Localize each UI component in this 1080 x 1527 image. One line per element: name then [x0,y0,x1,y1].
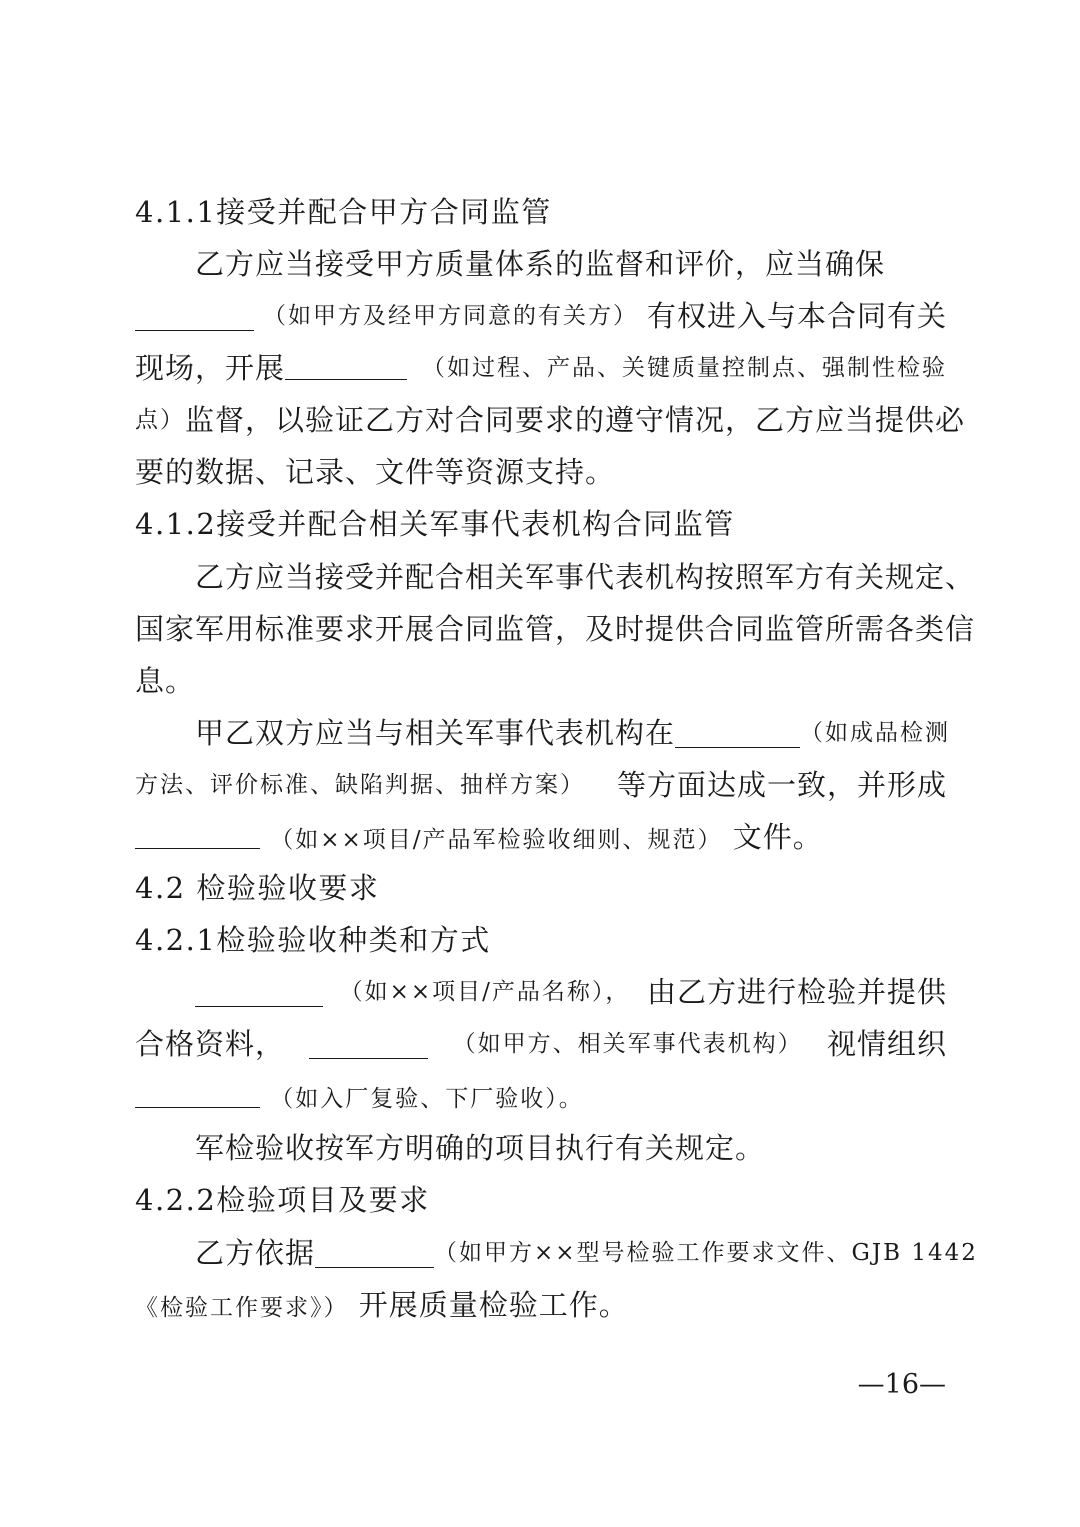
annotation-note: （如××项目/产品名称）， [339,979,631,1005]
text-run: 由乙方进行检验并提供 [646,975,947,1009]
annotation-note: （如××项目/产品军检验收细则、规范） [270,827,723,853]
section-heading-4-2-2: 4.2.2检验项目及要求 [135,1183,430,1217]
fill-in-blank [315,1239,434,1268]
section-heading-4-1-1: 4.1.1接受并配合甲方合同监管 [135,195,552,229]
text-run: 等方面达成一致，并形成 [616,768,947,802]
text-run: 军检验收按军方明确的项目执行有关规定。 [195,1131,766,1165]
fill-in-blank [309,1030,428,1059]
text-run: 要的数据、记录、文件等资源支持。 [135,455,616,489]
paragraph-line [135,452,947,492]
text-run: 视情组织 [826,1027,947,1061]
annotation-note: （如入厂复验、下厂验收）。 [270,1086,584,1112]
text-run: 有权进入与本合同有关 [646,299,947,333]
annotation-note: （如成品检测 [800,720,951,746]
paragraph-line [135,296,947,336]
annotation-note: （如甲方××型号检验工作要求文件、GJB 1442 [434,1240,978,1266]
annotation-note: （如过程、产品、关键质量控制点、强制性检验 [422,355,947,381]
text-run: 开展质量检验工作。 [358,1288,629,1322]
annotation-note: （如甲方、相关军事代表机构） [452,1031,803,1057]
paragraph-line [135,661,947,701]
page-number: —16— [857,1369,946,1400]
text-run: 乙方依据 [195,1236,316,1270]
text-prefix: 现场，开展 [135,351,286,385]
paragraph-line [195,1233,978,1273]
fill-in-blank [285,351,407,380]
text-run: 文件。 [732,820,823,854]
text-run [135,348,407,388]
paragraph-line [195,244,947,284]
paragraph-line [195,1128,947,1168]
paragraph-line [135,1024,947,1064]
fill-in-blank [195,978,323,1007]
paragraph-line [135,1076,947,1116]
annotation-note: 点） [135,407,185,433]
fill-in-blank [675,719,800,748]
paragraph-line [195,972,947,1012]
text-run: 乙方应当接受并配合相关军事代表机构按照军方有关规定、 [195,560,976,594]
fill-in-blank [135,820,260,849]
text-run: 合格资料， [135,1027,286,1061]
paragraph-line [135,817,947,857]
section-heading-4-1-2: 4.1.2接受并配合相关军事代表机构合同监管 [135,507,735,541]
annotation-note: 方法、评价标准、缺陷判据、抽样方案） [135,772,585,798]
text-run: 息。 [135,664,196,698]
text-run: 乙方应当接受甲方质量体系的监督和评价，应当确保 [195,247,886,281]
text-run: 监督，以验证乙方对合同要求的遵守情况，乙方应当提供必 [185,403,966,437]
annotation-note: （如甲方及经甲方同意的有关方） [262,303,638,329]
paragraph-line [135,765,947,805]
text-run: 甲乙双方应当与相关军事代表机构在 [195,716,676,750]
paragraph-line [195,557,976,597]
paragraph-line [135,1285,947,1325]
section-heading-4-2: 4.2 检验验收要求 [135,871,380,905]
paragraph-line [195,713,951,753]
paragraph-line [135,348,947,388]
fill-in-blank [135,1079,260,1108]
text-run: 国家军用标准要求开展合同监管，及时提供合同监管所需各类信 [135,612,976,646]
annotation-note: 《检验工作要求》） [135,1295,349,1321]
fill-in-blank [135,302,254,331]
section-heading-4-2-1: 4.2.1检验验收种类和方式 [135,923,491,957]
paragraph-line [135,400,966,440]
paragraph-line [135,609,976,649]
